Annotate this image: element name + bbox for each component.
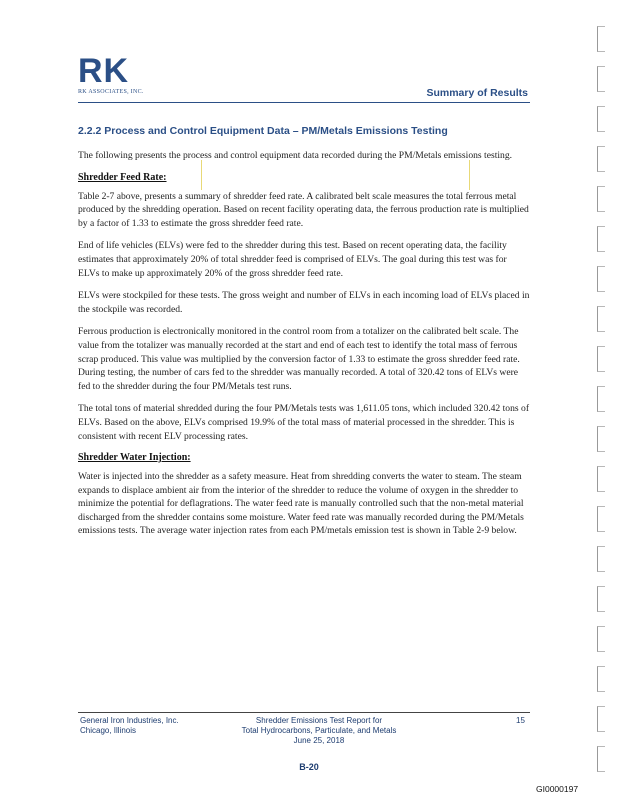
feed-paragraph-1: Table 2-7 above, presents a summary of shredder feed rate. A calibrated belt scale measures the total ferrous metal produced by the shredding operation. Based on recent facility operating data, the ferrous production rate is multiplied by a factor of 1.33 to estimate the gross shredder feed rate. bbox=[78, 190, 529, 229]
binding-bracket bbox=[597, 506, 605, 532]
company-logo bbox=[78, 54, 144, 95]
section-heading: 2.2.2 Process and Control Equipment Data – PM/Metals Emissions Testing bbox=[78, 125, 448, 137]
appendix-page-number: B-20 bbox=[299, 762, 319, 772]
binding-bracket bbox=[597, 106, 605, 132]
water-paragraph-1: Water is injected into the shredder as a safety measure. Heat from shredding converts the water to steam. The steam expands to displace ambient air from the interior of the shredder to reduce the volume of oxygen in the shredder to minimize the potential for deflagrations. The water feed rate is manually controlled such that the non-metal material discharged from the shredder contains some moisture. Water feed rate was manually recorded during the PM/Metals emissions tests. The average water injection rates from each PM/metals emission test is shown in Table 2-9 below. bbox=[78, 471, 524, 537]
binding-bracket bbox=[597, 426, 605, 452]
intro-paragraph: The following presents the process and control equipment data recorded during the PM/Metals emissions testing. bbox=[78, 150, 513, 161]
footer-report-title-2: Total Hydrocarbons, Particulate, and Metals bbox=[241, 726, 397, 735]
binding-bracket bbox=[597, 226, 605, 252]
binding-bracket bbox=[597, 706, 605, 732]
footer-report-date: June 25, 2018 bbox=[293, 736, 345, 745]
footer-company: General Iron Industries, Inc. bbox=[80, 716, 179, 725]
binding-bracket bbox=[597, 306, 605, 332]
shredder-feed-heading: Shredder Feed Rate: bbox=[78, 171, 167, 183]
binding-bracket bbox=[597, 626, 605, 652]
logo-subtitle: RK ASSOCIATES, INC. bbox=[78, 89, 144, 95]
feed-paragraph-4: Ferrous production is electronically monitored in the control room from a totalizer on the calibrated belt scale. The value from the totalizer was manually recorded at the start and end of each test to identify the total mass of ferrous scrap produced. This value was multiplied by the conversion factor of 1.33 to estimate the gross shredder feed rate. During testing, the number of cars fed to the shredder was manually recorded. A total of 320.42 tons of ELVs were fed to the shredder during the four PM/Metals test runs. bbox=[78, 326, 520, 392]
feed-paragraph-2: End of life vehicles (ELVs) were fed to the shredder during this test. Based on recent operating data, the facility estimates that approximately 20% of total shredder feed is comprised of ELVs. The goal during this test was for ELVs to make up approximately 20% of the gross shredder feed rate. bbox=[78, 240, 507, 279]
feed-paragraph-5: The total tons of material shredded during the four PM/Metals tests was 1,611.05 tons, which included 320.42 tons of ELVs. Based on the above, ELVs comprised 19.9% of the total mass of material processed in the shredder. This is consistent with recent ELV processing rates. bbox=[78, 403, 530, 442]
binding-bracket bbox=[597, 266, 605, 292]
binding-bracket bbox=[597, 586, 605, 612]
binding-bracket bbox=[597, 666, 605, 692]
logo-mark: RK bbox=[78, 52, 130, 90]
footer-city: Chicago, Illinois bbox=[80, 726, 137, 735]
header-divider bbox=[78, 102, 530, 103]
scan-mark bbox=[469, 160, 470, 190]
water-injection-heading: Shredder Water Injection: bbox=[78, 452, 191, 464]
document-body bbox=[78, 149, 530, 547]
footer-page-number: 15 bbox=[516, 716, 525, 725]
footer-company-block bbox=[80, 716, 179, 736]
binding-bracket bbox=[597, 346, 605, 372]
bates-number: GI0000197 bbox=[536, 784, 579, 794]
footer-report-block bbox=[214, 716, 424, 746]
binding-bracket bbox=[597, 386, 605, 412]
binding-bracket bbox=[597, 466, 605, 492]
footer-report-title-1: Shredder Emissions Test Report for bbox=[255, 716, 383, 725]
binding-bracket bbox=[597, 186, 605, 212]
binding-bracket bbox=[597, 66, 605, 92]
header-section-title: Summary of Results bbox=[426, 87, 528, 99]
feed-paragraph-3: ELVs were stockpiled for these tests. The gross weight and number of ELVs in each incoming load of ELVs placed in the stockpile was recorded. bbox=[78, 290, 530, 315]
footer-divider bbox=[78, 712, 530, 713]
binding-bracket bbox=[597, 546, 605, 572]
binding-bracket bbox=[597, 26, 605, 52]
scan-mark bbox=[201, 160, 202, 190]
binding-bracket bbox=[597, 146, 605, 172]
